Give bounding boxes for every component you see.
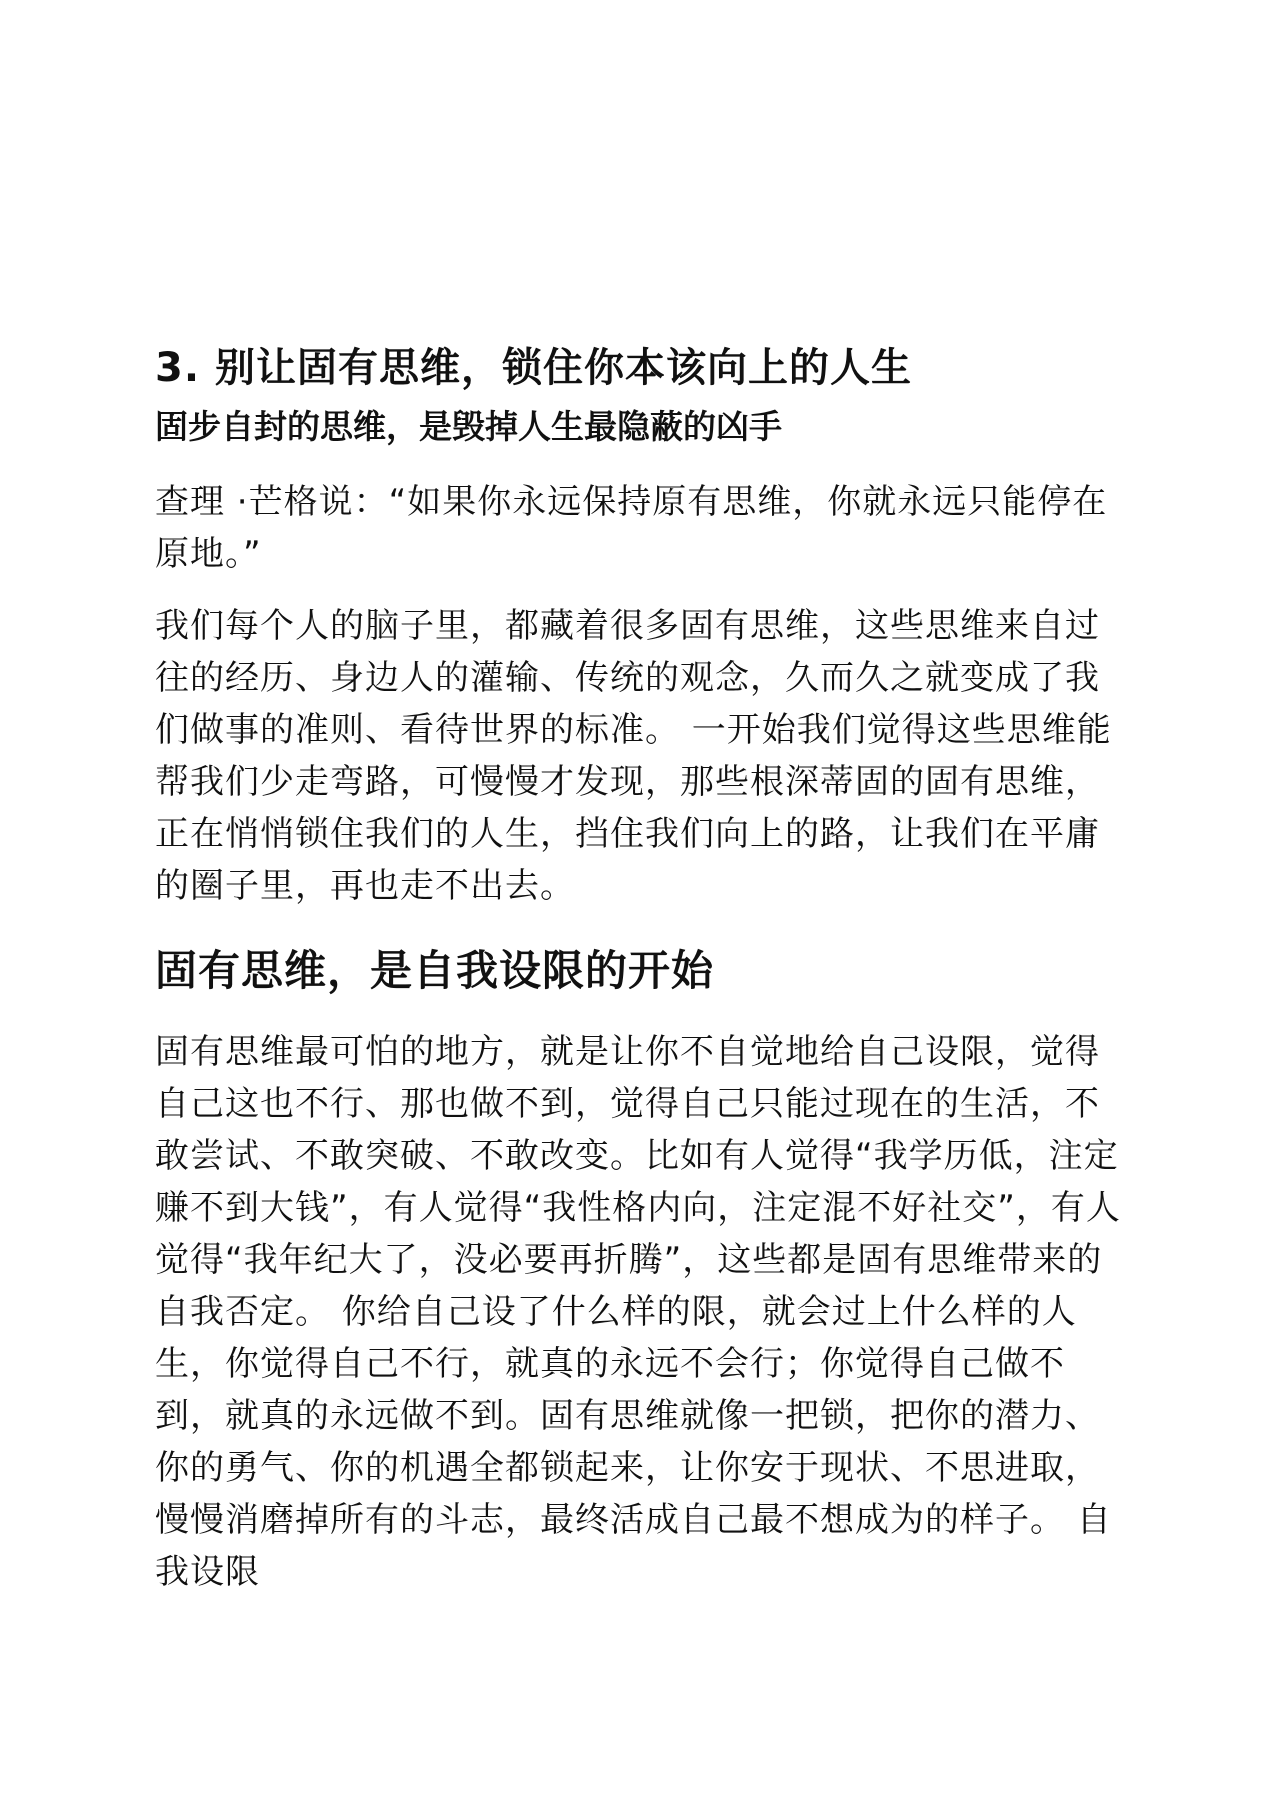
quote-paragraph: 查理 ·芒格说：“如果你永远保持原有思维，你就永远只能停在原地。”: [155, 482, 1108, 574]
body-paragraph-1: 我们每个人的脑子里，都藏着很多固有思维，这些思维来自过往的经历、身边人的灌输、传统的观念，久而久之就变成了我们做事的准则、看待世界的标准。 一开始我们觉得这些思维能帮我们少走弯路，可慢慢才发现，那些根深蒂固的固有思维，正在悄悄锁住我们的人生，挡住我们向上的路，让我们在平庸的圈子里，再也走不出去。: [155, 606, 1112, 906]
article-subtitle: 固步自封的思维，是毁掉人生最隐蔽的凶手: [155, 407, 782, 446]
article-title: 3. 别让固有思维，锁住你本该向上的人生: [155, 345, 912, 391]
section-heading: 固有思维，是自我设限的开始: [155, 946, 715, 995]
body-paragraph-2: 固有思维最可怕的地方，就是让你不自觉地给自己设限，觉得自己这也不行、那也做不到，觉得自己只能过现在的生活，不敢尝试、不敢突破、不敢改变。比如有人觉得“我学历低，注定赚不到大钱”，有人觉得“我性格内向，注定混不好社交”，有人觉得“我年纪大了，没必要再折腾”，这些都是固有思维带来的自我否定。 你给自己设了什么样的限，就会过上什么样的人生，你觉得自己不行，就真的永远不会行；你觉得自己做不到，就真的永远做不到。固有思维就像一把锁，把你的潜力、你的勇气、你的机遇全都锁起来，让你安于现状、不思进取，慢慢消磨掉所有的斗志，最终活成自己最不想成为的样子。 自我设限: [155, 1032, 1121, 1592]
article: [155, 340, 1130, 1618]
